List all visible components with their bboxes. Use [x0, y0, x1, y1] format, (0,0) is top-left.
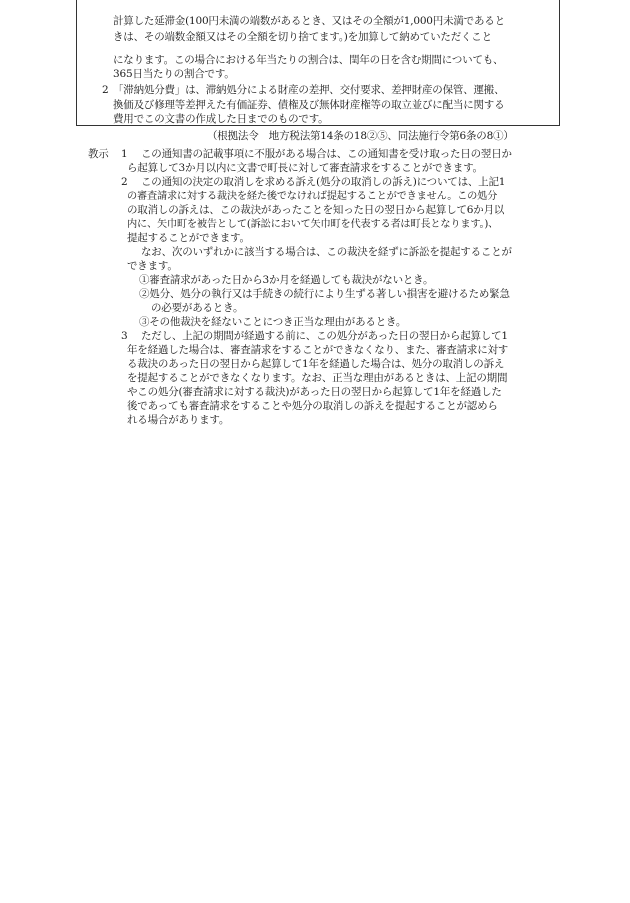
- instruction-item2-line-7: できます。: [127, 260, 178, 272]
- instruction-label: 教示: [88, 148, 109, 160]
- box-line-1: 計算した延滞金(100円未満の端数があるとき、又はその全額が1,000円未満であると: [113, 15, 505, 27]
- instruction-item3-line-3: る裁決のあった日の翌日から起算して1年を経過した場合は、処分の取消しの訴え: [127, 358, 505, 370]
- instruction-item3-line-7: れる場合があります。: [127, 414, 230, 426]
- box-line-4: 365日当たりの割合です。: [113, 68, 235, 80]
- instruction-item2-line-4: 内に、矢巾町を被告として(訴訟において矢巾町を代表する者は町長となります。)、: [127, 219, 499, 230]
- instruction-item3-line-6: 後であっても審査請求をすることや処分の取消しの訴えを提起することが認めら: [127, 400, 498, 412]
- box-line-2: きは、その端数金額又はその全額を切り捨てます。)を加算して納めていただくこと: [113, 31, 492, 43]
- instruction-item2-line-5: 提起することができます。: [127, 232, 250, 244]
- instruction-item3-line-1: ただし、上記の期間が経過する前に、この処分があった日の翌日から起算して1: [141, 330, 508, 342]
- instruction-item2-sub-3: ③その他裁決を経ないことにつき正当な理由があるとき。: [139, 316, 407, 328]
- instruction-item3-line-5: やこの処分(審査請求に対する裁決)があった日の翌日から起算して1年を経過した: [127, 386, 502, 398]
- box-item2-line-3: 費用でこの文書の作成した日までのものです。: [113, 113, 329, 125]
- box-item2-line-1: 「滞納処分費」は、滞納処分による財産の差押、交付要求、差押財産の保管、運搬、: [113, 84, 505, 96]
- instruction-item2-line-3: の取消しの訴えは、この裁決があったことを知った日の翌日から起算して6か月以: [127, 204, 505, 216]
- instruction-item2-sub-2-cont: の必要があるとき。: [151, 302, 244, 314]
- instruction-item3-line-4: を提起することができなくなります。なお、正当な理由があるときは、上記の期間: [127, 372, 508, 384]
- legal-basis: （根拠法令 地方税法第14条の18②⑤、同法施行令第6条の8①）: [207, 130, 514, 142]
- instruction-item2-sub-2: ②処分、処分の執行又は手続きの続行により生ずる著しい損害を避けるため緊急: [139, 288, 510, 300]
- instruction-item2-sub-1: ①審査請求があった日から3か月を経過しても裁決がないとき。: [139, 274, 434, 286]
- instruction-item1-line-2: ら起算して3か月以内に文書で町長に対して審査請求をすることができます。: [127, 162, 483, 174]
- instruction-item2-line-6: なお、次のいずれかに該当する場合は、この裁決を経ずに訴訟を提起することが: [141, 246, 512, 258]
- instruction-item2-line-1: この通知の決定の取消しを求める訴え(処分の取消しの訴え)については、上記1: [141, 176, 506, 188]
- box-item2-number: 2: [102, 84, 109, 96]
- instruction-item3-number: 3: [121, 330, 128, 342]
- box-item2-line-2: 換価及び修理等差押えた有価証券、債権及び無体財産権等の取立並びに配当に関する: [113, 99, 505, 111]
- instruction-item1-number: 1: [121, 148, 128, 160]
- box-line-3: になります。この場合における年当たりの割合は、閏年の日を含む期間についても、: [113, 54, 504, 66]
- instruction-item2-line-2: の審査請求に対する裁決を経た後でなければ提起することができません。この処分: [127, 191, 498, 202]
- instruction-item1-line-1: この通知書の記載事項に不服がある場合は、この通知書を受け取った日の翌日か: [141, 148, 512, 160]
- instruction-item3-line-2: 年を経過した場合は、審査請求をすることができなくなり、また、審査請求に対す: [127, 344, 509, 356]
- instruction-item2-number: 2: [121, 176, 128, 188]
